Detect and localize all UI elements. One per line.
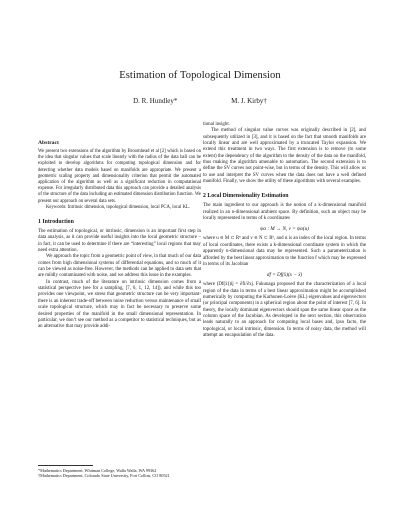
- section2-paragraph-2: where u ∈ M ⊂ Rⁿ and v ∈ N ⊂ Rᵏ, and α is an index of the local region. In terms of local coordinates, there exists a k-dimensional coordinate system in which the apparently n-dimensional data may be represented. Such a parameterization is afforded by the best linear approximation to the function f which may be expressed in terms of its Jacobian: [203, 236, 366, 267]
- abstract-heading: Abstract: [38, 140, 59, 146]
- left-column: [38, 122, 201, 331]
- footnote-hundley: *Mathematics Department, Whitman College, Walla Walla, WA 99362: [38, 468, 157, 473]
- intro-paragraph-1: The estimation of topological, or intrinsic, dimension is an important first step in data analysis, as it can provide useful insights into the local geometric structure – in fact, it can be used to determine if there are “interesting” local regions that may need extra attention.: [38, 229, 201, 254]
- equation-jacobian: df = Df(ẍ)(x − ẍ): [266, 272, 303, 279]
- footnote-kirby: †Mathematics Department, Colorado State University, Fort Collins, CO 80521: [38, 473, 170, 479]
- section-heading-introduction: 1 Introduction: [38, 219, 74, 226]
- section-heading-local-dimensionality: 2 Local Dimensionality Estimation: [203, 193, 289, 200]
- author-kirby: M. J. Kirby†: [231, 97, 267, 105]
- abstract: [38, 140, 201, 211]
- intro-paragraph-3: In contrast, much of the literature on intrinsic dimension comes from a statistical perspective (see for a sampling, [7, 6, 1, 12, 14]), and while this too provides one viewpoint, we stress that geometric structure can be very important- there is an inherent trade-off between noise reduction versus maintenance of small scale topological structure, which may in fact be necessary to preserve some desired properties of the manifold in the small dimensional representation. In particular, we don’t see our method as a competitor to statistical techniques, but as an alternative that may provide addi-: [38, 279, 201, 330]
- abstract-text: We present two extensions of the algorithm by Broomhead et al [2] which is based on the idea that singular values that scale linearly with the radius of the data ball can be exploited to develop algorithms for computing topological dimension and for detecting whether data models based on manifolds are appropriate. We present a geometric scaling property and dimensionality criterion that permit the automated application of the algorithm as well as a significant reduction in computational expense. For irregularly distributed data this approach can provide a detailed analysis of the structure of the data including an estimated dimension distribution function. We present our approach on several data sets.: [38, 149, 201, 204]
- intro-continuation: tional insight.: [203, 122, 230, 127]
- footnotes: [38, 465, 201, 479]
- footnote-rule: [38, 465, 93, 466]
- section2-paragraph-3: where (Df(ẍ))ij = ∂fi/∂xj. Fukunaga proposed that the characterization of a local region of the data in terms of a best linear approximation might be accomplished numerically by computing the Karhunen-Loève (KL) eigenvalues and eigenvectors (or principal components) in a spherical region about the point of interest [7, 6]. In theory, the locally dominant eigenvectors should span the same linear space as the column space of the Jacobian. As developed in the next section, this observation leads naturally to an approach for computing local bases and, ipso facto, the topological, or local intrinsic, dimension. In terms of noisy data, the method will attempt an encapsulation of the data.: [203, 282, 366, 338]
- author-list: [0, 97, 400, 105]
- intro-paragraph-2: We approach the topic from a geometric point of view, in that much of our data comes from high dimensional systems of differential equations, and so much of it can be viewed as noise-free. However, the methods can be applied to data sets that are mildly contaminated with noise, and we address this issue in the examples.: [38, 254, 201, 279]
- section2-paragraph-1: The main ingredient to our approach is the notion of a k-dimensional manifold realized in an n-dimensional ambient space. By definition, such an object may be locally represented in terms of k coordinates: [203, 203, 366, 222]
- paper-title: Estimation of Topological Dimension: [119, 70, 281, 81]
- intro-paragraph-4: The method of singular value curves was originally described in [2], and subsequently utilized in [3], and it is based on the fact that smooth manifolds are locally linear and are well approximated by a truncated Taylor expansion. We extend this treatment in two ways. The first extension is to remove (to some extent) the dependency of the algorithm to the density of the data on the manifold, thus making the algorithm amenable to automation. The second extension is to define the SV curves not point-wise, but in terms of the density. This will allow us to use and interpret the SV curves when the data does not have a well defined manifold. Finally, we show the utility of these algorithms with several examples.: [203, 128, 366, 185]
- keywords: Keywords: Intrinsic dimension, topological dimension, local PCA, local KL.: [46, 204, 190, 210]
- equation-chart-map: ψα : M → N, v = ψα(u): [260, 226, 309, 233]
- author-hundley: D. R. Hundley*: [133, 97, 178, 105]
- right-column: [203, 122, 366, 339]
